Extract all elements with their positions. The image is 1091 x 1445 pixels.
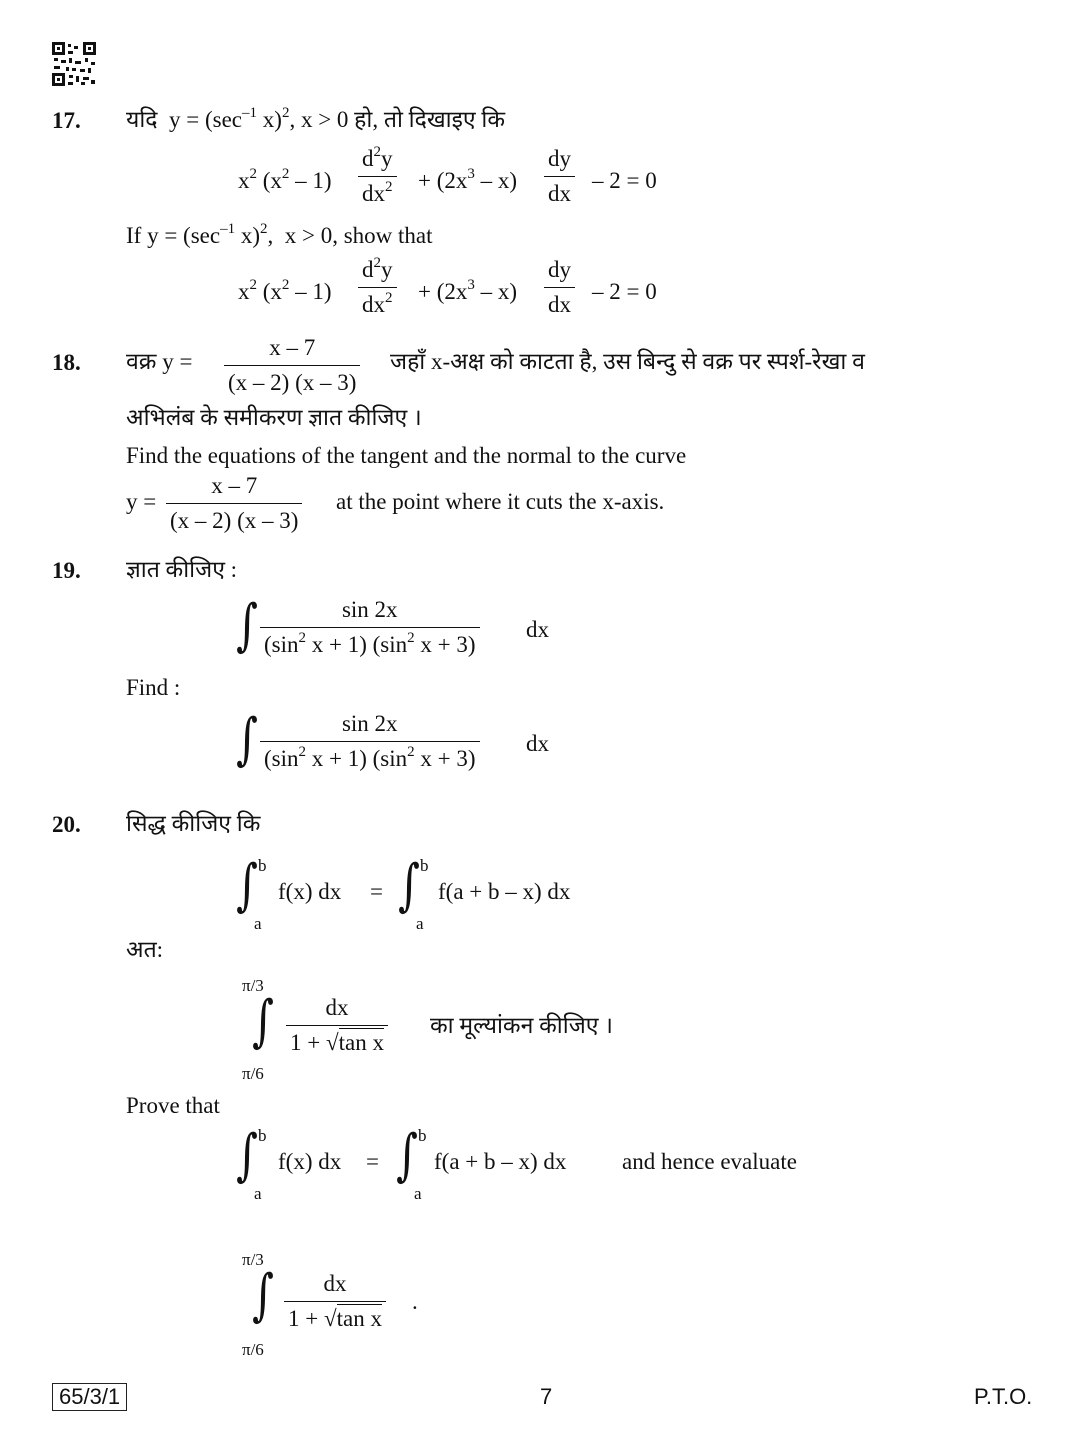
q18-hindi-line2: अभिलंब के समीकरण ज्ञात कीजिए । bbox=[126, 405, 422, 430]
q17-english-statement: If $y = (\sec^{-1}$ x)$^2$, x > 0, show that bbox=[126, 221, 433, 248]
q20-hence-hindi: अत: bbox=[126, 937, 164, 962]
q18-english-statement: at the point where it cuts the x-axis. bbox=[336, 489, 665, 514]
q18-fraction-english: $\frac{x - 7}{(x - 2) (x - 3)}$ bbox=[166, 472, 302, 535]
q19-integral-hindi: ∫ $\frac{\sin 2x}{(\sin^2 x + 1) (\sin^2 x + 3)}$ dx bbox=[236, 593, 549, 658]
q18-hindi-prefix: वक्र y = bbox=[126, 349, 193, 374]
pto-label: P.T.O. bbox=[974, 1384, 1033, 1409]
q20-definite-integral-english: π/3 ∫ π/6 $\frac{dx}{\text{1 + √tan x}}$ . bbox=[242, 1250, 418, 1359]
q20-english-statement: Prove that bbox=[126, 1093, 220, 1118]
q18-english-line1: Find the equations of the tangent and the normal to the curve bbox=[126, 443, 687, 468]
q18-english-prefix: y = bbox=[126, 489, 157, 514]
qr-code-icon bbox=[52, 42, 96, 86]
q20-property-hindi: ∫ b a f(x) dx = ∫ b a f(a + b – x) dx bbox=[236, 853, 571, 933]
question-number-19: 19. bbox=[52, 558, 81, 583]
question-number-17: 17. bbox=[52, 108, 81, 133]
q19-english-statement: Find : bbox=[126, 675, 181, 700]
q20-hindi-statement: सिद्ध कीजिए कि bbox=[126, 811, 261, 836]
q17-equation-hindi: $x^2$ $(x^2 - 1)$ $\frac{d^2y}{dx^2}$ + $(2x^3 - x)$ $\frac{dy}{dx}$ – 2 = 0 bbox=[238, 144, 657, 206]
q20-definite-integral-hindi: π/3 ∫ π/6 $\frac{dx}{\text{1 + √tan x}}$ का मूल्यांकन कीजिए । bbox=[242, 976, 613, 1083]
q18-fraction-hindi: $\frac{x - 7}{(x - 2) (x - 3)}$ bbox=[224, 334, 360, 397]
q19-integral-english: ∫ $\frac{\sin 2x}{(\sin^2 x + 1) (\sin^2 x + 3)}$ dx bbox=[236, 707, 549, 772]
page-number: 7 bbox=[540, 1384, 553, 1409]
question-number-18: 18. bbox=[52, 350, 81, 375]
q17-hindi-statement: यदि $y = (\sec^{-1}$ x)$^2$, x > 0 हो, तो दिखाइए कि bbox=[126, 105, 505, 132]
question-number-20: 20. bbox=[52, 812, 81, 837]
paper-code: 65/3/1 bbox=[52, 1383, 127, 1411]
q17-equation-english: $x^2$ $(x^2 - 1)$ $\frac{d^2y}{dx^2}$ + $(2x^3 - x)$ $\frac{dy}{dx}$ – 2 = 0 bbox=[238, 255, 657, 317]
q18-hindi-statement: जहाँ x-अक्ष को काटता है, उस बिन्दु से वक्र पर स्पर्श-रेखा व bbox=[390, 349, 865, 374]
q19-hindi-statement: ज्ञात कीजिए : bbox=[126, 557, 238, 582]
q20-property-english: ∫ b a f(x) dx = ∫ b a f(a + b – x) dx and hence evaluate bbox=[236, 1123, 797, 1203]
